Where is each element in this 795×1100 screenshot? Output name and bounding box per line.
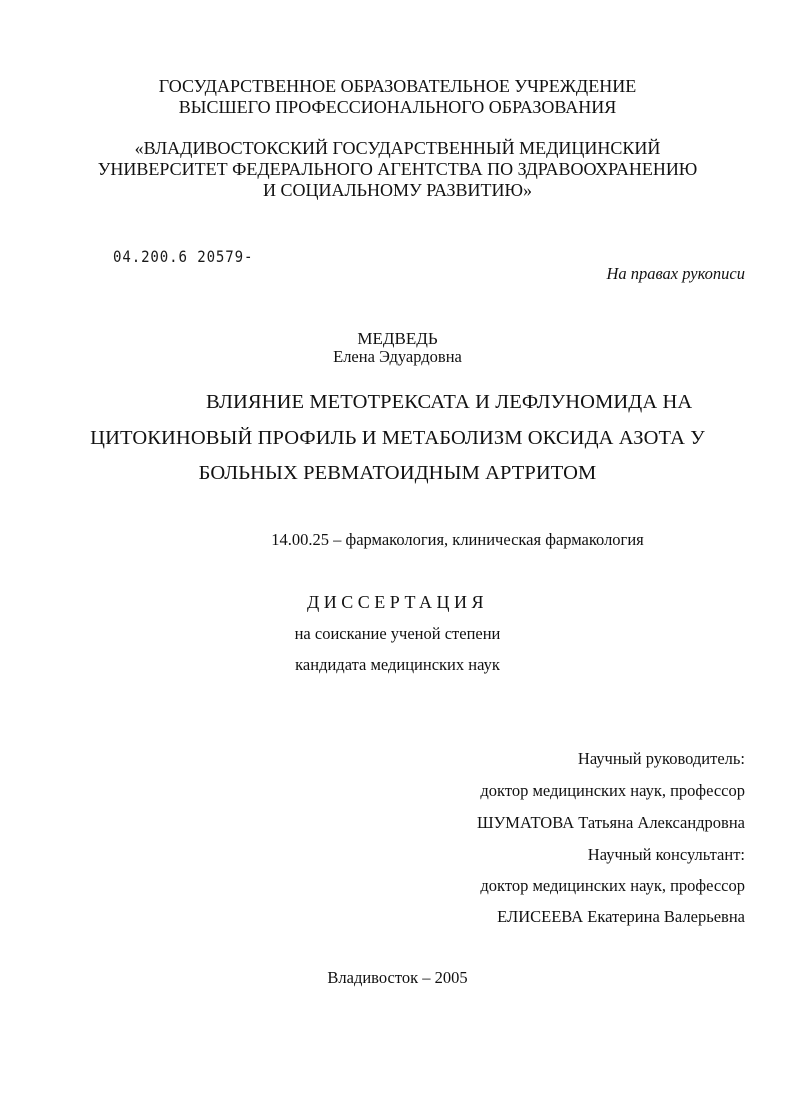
consultant-degree: доктор медицинских наук, профессор — [480, 876, 745, 895]
dissertation-heading: ДИССЕРТАЦИЯ — [306, 592, 489, 612]
registration-stamp: 04.200.6 20579- — [113, 247, 254, 266]
rights-note: На правах рукописи — [606, 264, 745, 283]
advisor-degree: доктор медицинских наук, профессор — [480, 781, 745, 800]
consultant-name: ЕЛИСЕЕВА Екатерина Валерьевна — [497, 907, 745, 926]
thesis-title-line-3: БОЛЬНЫХ РЕВМАТОИДНЫМ АРТРИТОМ — [198, 462, 597, 484]
advisor-name: ШУМАТОВА Татьяна Александровна — [476, 813, 745, 832]
author-given-names: Елена Эдуардовна — [333, 347, 462, 366]
thesis-title-line-1: ВЛИЯНИЕ МЕТОТРЕКСАТА И ЛЕФЛУНОМИДА НА — [206, 391, 693, 413]
institution-line-1: ГОСУДАРСТВЕННОЕ ОБРАЗОВАТЕЛЬНОЕ УЧРЕЖДЕНИЕ — [158, 76, 637, 96]
consultant-label: Научный консультант: — [587, 845, 745, 864]
city-year: Владивосток – 2005 — [327, 968, 468, 987]
institution-line-2: ВЫСШЕГО ПРОФЕССИОНАЛЬНОГО ОБРАЗОВАНИЯ — [178, 97, 617, 117]
author-surname: МЕДВЕДЬ — [357, 329, 438, 348]
specialty-code: 14.00.25 – фармакология, клиническая фармакология — [271, 530, 644, 549]
advisor-label: Научный руководитель: — [577, 749, 745, 768]
thesis-title-line-2: ЦИТОКИНОВЫЙ ПРОФИЛЬ И МЕТАБОЛИЗМ ОКСИДА АЗОТА У — [90, 427, 705, 449]
university-line-1: «ВЛАДИВОСТОКСКИЙ ГОСУДАРСТВЕННЫЙ МЕДИЦИНСКИЙ — [134, 138, 661, 158]
degree-line-1: на соискание ученой степени — [294, 624, 501, 643]
degree-line-2: кандидата медицинских наук — [295, 655, 500, 674]
university-line-2: УНИВЕРСИТЕТ ФЕДЕРАЛЬНОГО АГЕНТСТВА ПО ЗДРАВООХРАНЕНИЮ — [97, 159, 698, 179]
university-line-3: И СОЦИАЛЬНОМУ РАЗВИТИЮ» — [262, 180, 533, 200]
